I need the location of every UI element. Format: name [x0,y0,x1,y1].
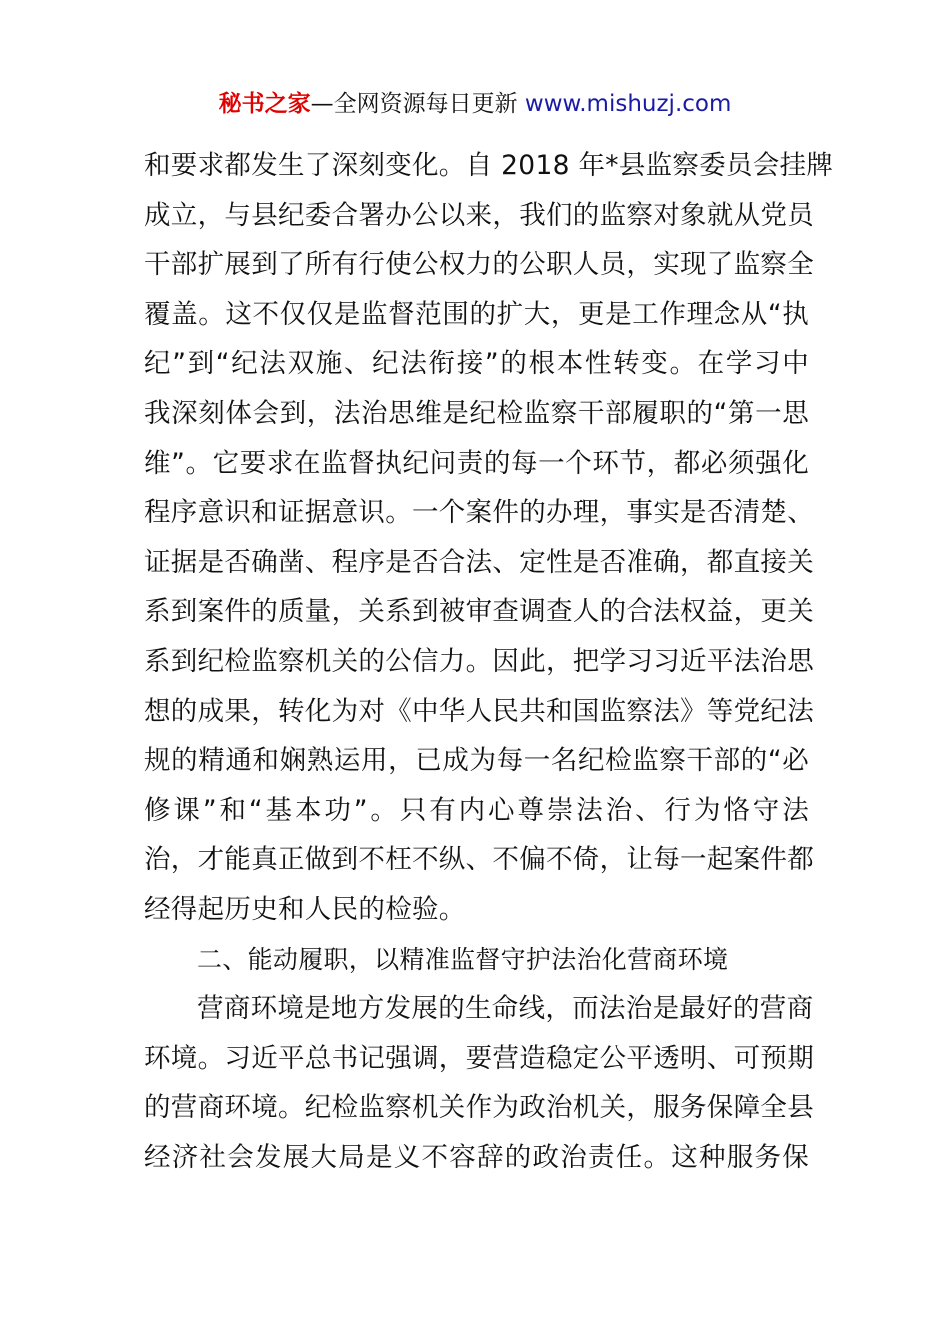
text-line: 系到案件的质量，关系到被审查调查人的合法权益，更关 [144,596,814,628]
text-line: 纪”到“纪法双施、纪法衔接”的根本性转变。在学习中 [144,348,809,380]
text-line: 成立，与县纪委合署办公以来，我们的监察对象就从党员 [144,199,814,231]
text-line: 维”。它要求在监督执纪问责的每一个环节，都必须强化 [144,447,809,479]
text-line: 修课”和“基本功”。只有内心尊崇法治、行为恪守法 [144,794,809,826]
text-line: 我深刻体会到，法治思维是纪检监察干部履职的“第一思 [144,397,809,429]
paragraph-first-line: 营商环境是地方发展的生命线，而法治是最好的营商 [197,993,814,1025]
text-line: 规的精通和娴熟运用，已成为每一名纪检监察干部的“必 [144,745,809,777]
text-line: 经济社会发展大局是义不容辞的政治责任。这种服务保 [144,1141,809,1173]
text-line: 覆盖。这不仅仅是监督范围的扩大，更是工作理念从“执 [144,298,809,330]
paragraph-end-line: 经得起历史和人民的检验。 [144,893,466,925]
section-heading: 二、能动履职，以精准监督守护法治化营商环境 [197,944,729,974]
page-header [0,88,950,120]
text-line: 证据是否确凿、程序是否合法、定性是否准确，都直接关 [144,546,814,578]
text-line: 程序意识和证据意识。一个案件的办理，事实是否清楚、 [144,497,814,529]
header-url-link[interactable]: www.mishuzj.com [524,91,732,117]
document-body [144,146,834,1187]
text-line: 的营商环境。纪检监察机关作为政治机关，服务保障全县 [144,1092,814,1124]
text-line: 环境。习近平总书记强调，要营造稳定公平透明、可预期 [144,1042,814,1074]
text-line: 系到纪检监察机关的公信力。因此，把学习习近平法治思 [144,645,814,677]
header-tagline: —全网资源每日更新 [310,91,518,117]
text-line: 和要求都发生了深刻变化。自 2018 年*县监察委员会挂牌 [144,150,834,181]
text-line: 干部扩展到了所有行使公权力的公职人员，实现了监察全 [144,249,814,281]
header-brand: 秘书之家 [218,91,311,117]
text-line: 想的成果，转化为对《中华人民共和国监察法》等党纪法 [144,695,814,727]
text-line: 治，才能真正做到不枉不纵、不偏不倚，让每一起案件都 [144,844,814,876]
